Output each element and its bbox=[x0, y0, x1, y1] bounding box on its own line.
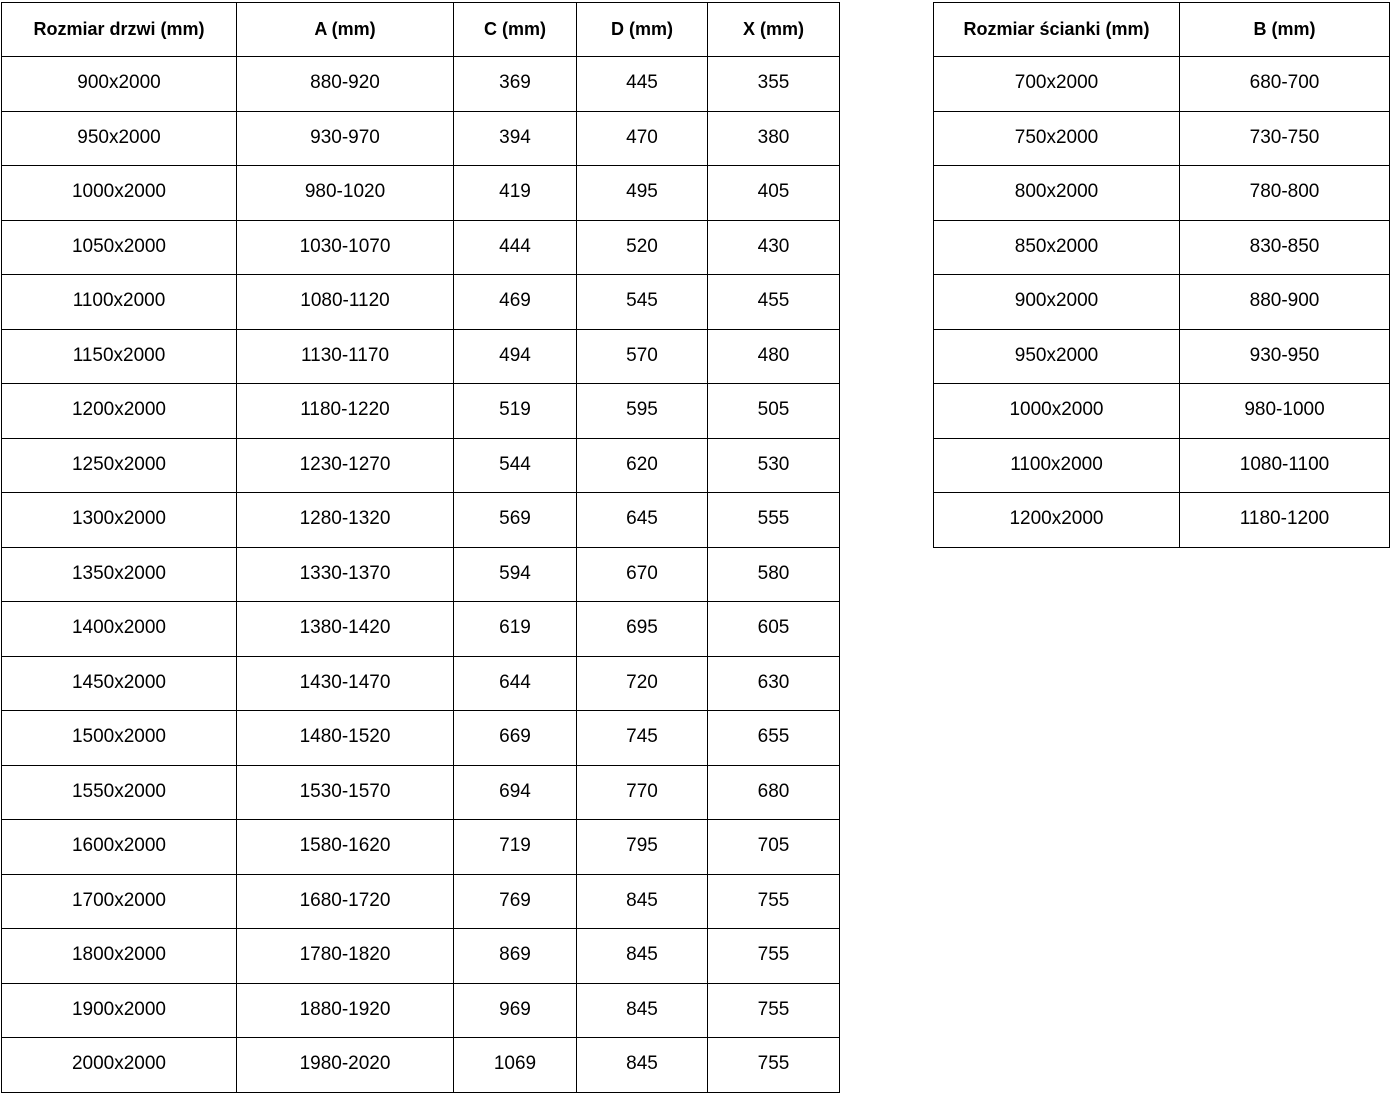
table-row bbox=[2, 166, 840, 221]
cell-door-size: 1700x2000 bbox=[2, 874, 237, 929]
table-row bbox=[2, 656, 840, 711]
table-row bbox=[934, 57, 1390, 112]
table-row bbox=[2, 111, 840, 166]
cell-a: 1330-1370 bbox=[237, 547, 454, 602]
cell-d: 570 bbox=[577, 329, 708, 384]
cell-wall-size: 1100x2000 bbox=[934, 438, 1180, 493]
cell-door-size: 1250x2000 bbox=[2, 438, 237, 493]
cell-c: 969 bbox=[454, 983, 577, 1038]
cell-c: 869 bbox=[454, 929, 577, 984]
table-row bbox=[2, 275, 840, 330]
table-row bbox=[2, 929, 840, 984]
cell-d: 645 bbox=[577, 493, 708, 548]
table-row bbox=[2, 493, 840, 548]
table-row bbox=[2, 547, 840, 602]
cell-c: 669 bbox=[454, 711, 577, 766]
cell-d: 495 bbox=[577, 166, 708, 221]
cell-wall-size: 700x2000 bbox=[934, 57, 1180, 112]
cell-d: 670 bbox=[577, 547, 708, 602]
cell-door-size: 1900x2000 bbox=[2, 983, 237, 1038]
cell-a: 1880-1920 bbox=[237, 983, 454, 1038]
cell-door-size: 1100x2000 bbox=[2, 275, 237, 330]
cell-x: 755 bbox=[708, 1038, 840, 1093]
cell-x: 505 bbox=[708, 384, 840, 439]
cell-door-size: 1000x2000 bbox=[2, 166, 237, 221]
cell-a: 880-920 bbox=[237, 57, 454, 112]
column-header-wall-size: Rozmiar ścianki (mm) bbox=[934, 3, 1180, 57]
cell-d: 470 bbox=[577, 111, 708, 166]
column-header-a: A (mm) bbox=[237, 3, 454, 57]
cell-door-size: 1500x2000 bbox=[2, 711, 237, 766]
cell-door-size: 1050x2000 bbox=[2, 220, 237, 275]
cell-c: 1069 bbox=[454, 1038, 577, 1093]
table-row bbox=[934, 493, 1390, 548]
cell-x: 630 bbox=[708, 656, 840, 711]
cell-x: 355 bbox=[708, 57, 840, 112]
cell-c: 544 bbox=[454, 438, 577, 493]
cell-x: 380 bbox=[708, 111, 840, 166]
table-header-row bbox=[934, 3, 1390, 57]
cell-c: 694 bbox=[454, 765, 577, 820]
cell-d: 445 bbox=[577, 57, 708, 112]
table-row bbox=[934, 438, 1390, 493]
cell-c: 419 bbox=[454, 166, 577, 221]
cell-a: 1030-1070 bbox=[237, 220, 454, 275]
cell-x: 455 bbox=[708, 275, 840, 330]
cell-a: 1230-1270 bbox=[237, 438, 454, 493]
cell-b: 780-800 bbox=[1180, 166, 1390, 221]
cell-door-size: 950x2000 bbox=[2, 111, 237, 166]
cell-b: 730-750 bbox=[1180, 111, 1390, 166]
table-row bbox=[934, 384, 1390, 439]
cell-door-size: 1400x2000 bbox=[2, 602, 237, 657]
cell-c: 769 bbox=[454, 874, 577, 929]
cell-a: 1480-1520 bbox=[237, 711, 454, 766]
cell-d: 520 bbox=[577, 220, 708, 275]
cell-c: 369 bbox=[454, 57, 577, 112]
table-row bbox=[934, 220, 1390, 275]
cell-x: 755 bbox=[708, 929, 840, 984]
cell-x: 605 bbox=[708, 602, 840, 657]
cell-d: 595 bbox=[577, 384, 708, 439]
table-row bbox=[2, 711, 840, 766]
cell-a: 1430-1470 bbox=[237, 656, 454, 711]
table-row bbox=[2, 765, 840, 820]
doors-table-header bbox=[2, 3, 840, 57]
cell-b: 980-1000 bbox=[1180, 384, 1390, 439]
table-row bbox=[2, 384, 840, 439]
cell-door-size: 1150x2000 bbox=[2, 329, 237, 384]
cell-wall-size: 850x2000 bbox=[934, 220, 1180, 275]
cell-wall-size: 900x2000 bbox=[934, 275, 1180, 330]
wall-table-body bbox=[934, 57, 1390, 548]
cell-x: 430 bbox=[708, 220, 840, 275]
wall-size-specification-table bbox=[933, 2, 1390, 548]
cell-x: 480 bbox=[708, 329, 840, 384]
cell-a: 1530-1570 bbox=[237, 765, 454, 820]
cell-c: 644 bbox=[454, 656, 577, 711]
wall-table-header bbox=[934, 3, 1390, 57]
cell-a: 1680-1720 bbox=[237, 874, 454, 929]
cell-d: 770 bbox=[577, 765, 708, 820]
cell-d: 745 bbox=[577, 711, 708, 766]
column-header-d: D (mm) bbox=[577, 3, 708, 57]
table-header-row bbox=[2, 3, 840, 57]
cell-d: 845 bbox=[577, 983, 708, 1038]
cell-a: 1130-1170 bbox=[237, 329, 454, 384]
cell-door-size: 1350x2000 bbox=[2, 547, 237, 602]
column-header-c: C (mm) bbox=[454, 3, 577, 57]
cell-c: 719 bbox=[454, 820, 577, 875]
table-row bbox=[2, 57, 840, 112]
table-row bbox=[2, 1038, 840, 1093]
cell-door-size: 1200x2000 bbox=[2, 384, 237, 439]
cell-d: 620 bbox=[577, 438, 708, 493]
cell-b: 930-950 bbox=[1180, 329, 1390, 384]
table-row bbox=[934, 329, 1390, 384]
cell-b: 880-900 bbox=[1180, 275, 1390, 330]
cell-a: 930-970 bbox=[237, 111, 454, 166]
cell-b: 680-700 bbox=[1180, 57, 1390, 112]
table-row bbox=[934, 275, 1390, 330]
cell-a: 1080-1120 bbox=[237, 275, 454, 330]
table-row bbox=[2, 602, 840, 657]
table-row bbox=[2, 438, 840, 493]
cell-wall-size: 750x2000 bbox=[934, 111, 1180, 166]
cell-wall-size: 1000x2000 bbox=[934, 384, 1180, 439]
doors-table-body bbox=[2, 57, 840, 1093]
cell-c: 594 bbox=[454, 547, 577, 602]
cell-a: 1380-1420 bbox=[237, 602, 454, 657]
table-row bbox=[2, 983, 840, 1038]
cell-d: 720 bbox=[577, 656, 708, 711]
cell-door-size: 1300x2000 bbox=[2, 493, 237, 548]
cell-a: 1180-1220 bbox=[237, 384, 454, 439]
table-row bbox=[934, 166, 1390, 221]
column-header-door-size: Rozmiar drzwi (mm) bbox=[2, 3, 237, 57]
cell-c: 444 bbox=[454, 220, 577, 275]
cell-wall-size: 950x2000 bbox=[934, 329, 1180, 384]
cell-x: 705 bbox=[708, 820, 840, 875]
cell-b: 1080-1100 bbox=[1180, 438, 1390, 493]
table-row bbox=[2, 874, 840, 929]
cell-d: 795 bbox=[577, 820, 708, 875]
cell-door-size: 900x2000 bbox=[2, 57, 237, 112]
door-size-specification-table bbox=[1, 2, 840, 1093]
cell-d: 545 bbox=[577, 275, 708, 330]
cell-d: 845 bbox=[577, 1038, 708, 1093]
column-header-b: B (mm) bbox=[1180, 3, 1390, 57]
cell-a: 1980-2020 bbox=[237, 1038, 454, 1093]
cell-a: 980-1020 bbox=[237, 166, 454, 221]
cell-d: 695 bbox=[577, 602, 708, 657]
cell-door-size: 1450x2000 bbox=[2, 656, 237, 711]
cell-c: 394 bbox=[454, 111, 577, 166]
cell-x: 755 bbox=[708, 983, 840, 1038]
column-header-x: X (mm) bbox=[708, 3, 840, 57]
cell-b: 1180-1200 bbox=[1180, 493, 1390, 548]
cell-wall-size: 800x2000 bbox=[934, 166, 1180, 221]
cell-d: 845 bbox=[577, 874, 708, 929]
cell-c: 619 bbox=[454, 602, 577, 657]
table-row bbox=[2, 820, 840, 875]
cell-d: 845 bbox=[577, 929, 708, 984]
table-row bbox=[934, 111, 1390, 166]
cell-x: 580 bbox=[708, 547, 840, 602]
table-row bbox=[2, 329, 840, 384]
cell-x: 755 bbox=[708, 874, 840, 929]
cell-x: 680 bbox=[708, 765, 840, 820]
cell-c: 569 bbox=[454, 493, 577, 548]
cell-c: 494 bbox=[454, 329, 577, 384]
cell-door-size: 2000x2000 bbox=[2, 1038, 237, 1093]
cell-c: 469 bbox=[454, 275, 577, 330]
cell-wall-size: 1200x2000 bbox=[934, 493, 1180, 548]
cell-x: 405 bbox=[708, 166, 840, 221]
cell-a: 1280-1320 bbox=[237, 493, 454, 548]
cell-x: 530 bbox=[708, 438, 840, 493]
cell-b: 830-850 bbox=[1180, 220, 1390, 275]
cell-x: 655 bbox=[708, 711, 840, 766]
cell-x: 555 bbox=[708, 493, 840, 548]
cell-c: 519 bbox=[454, 384, 577, 439]
cell-door-size: 1600x2000 bbox=[2, 820, 237, 875]
cell-door-size: 1800x2000 bbox=[2, 929, 237, 984]
cell-a: 1580-1620 bbox=[237, 820, 454, 875]
cell-a: 1780-1820 bbox=[237, 929, 454, 984]
table-row bbox=[2, 220, 840, 275]
cell-door-size: 1550x2000 bbox=[2, 765, 237, 820]
